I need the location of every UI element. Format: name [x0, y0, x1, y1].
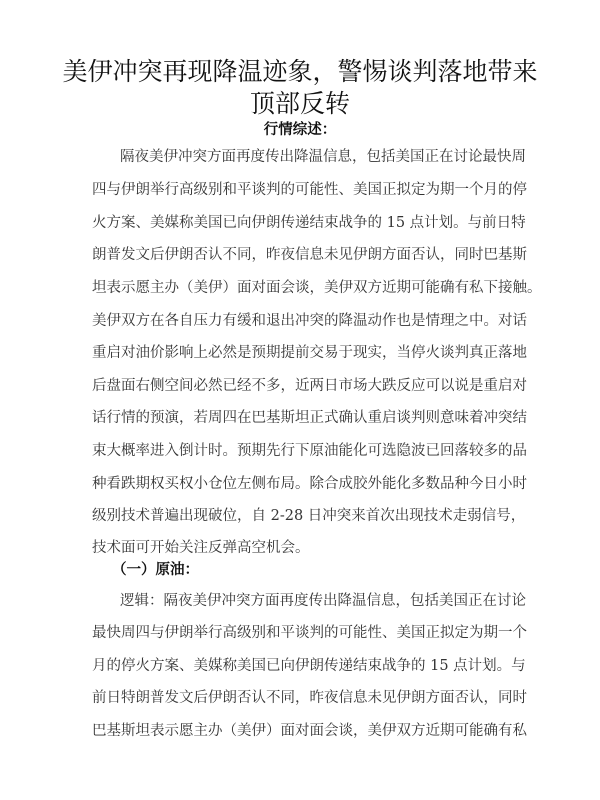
text-line: 后盘面右侧空间必然已经不多，近两日市场大跌反应可以说是重启对 — [92, 378, 527, 394]
document-title-line-1: 美伊冲突再现降温迹象，警惕谈判落地带来 — [62, 57, 538, 86]
text-line: 束大概率进入倒计时。预期先行下原油能化可选隐波已回落较多的品 — [92, 443, 527, 459]
text-line: 四与伊朗举行高级别和平谈判的可能性、美国正拟定为期一个月的停 — [92, 182, 527, 198]
text-line: 火方案、美媒称美国已向伊朗传递结束战争的 15 点计划。与前日特 — [92, 215, 526, 231]
text-line: 技术面可开始关注反弹高空机会。 — [92, 540, 310, 556]
text-line: 坦表示愿主办（美伊）面对面会谈，美伊双方近期可能确有私下接触。 — [92, 280, 542, 296]
summary-heading: 行情综述： — [263, 122, 337, 138]
text-line: 巴基斯坦表示愿主办（美伊）面对面会谈，美伊双方近期可能确有私 — [92, 723, 527, 739]
text-line: 月的停火方案、美媒称美国已向伊朗传递结束战争的 15 点计划。与 — [92, 658, 526, 674]
text-line: 逻辑：隔夜美伊冲突方面再度传出降温信息，包括美国正在讨论 — [120, 593, 526, 609]
section-crude-oil-heading: （一）原油： — [112, 562, 199, 578]
text-line: 话行情的预演，若周四在巴基斯坦正式确认重启谈判则意味着冲突结 — [92, 410, 527, 426]
text-line: 美伊双方在各自压力有缓和退出冲突的降温动作也是情理之中。对话 — [92, 313, 527, 329]
text-line: 朗普发文后伊朗否认不同，昨夜信息未见伊朗方面否认，同时巴基斯 — [92, 247, 527, 263]
text-line: 最快周四与伊朗举行高级别和平谈判的可能性、美国正拟定为期一个 — [92, 625, 527, 641]
text-line: 种看跌期权买权小仓位左侧布局。除合成胶外能化多数品种今日小时 — [92, 476, 527, 492]
text-line: 重启对油价影响上必然是预期提前交易于现实，当停火谈判真正落地 — [92, 345, 527, 361]
text-line: 隔夜美伊冲突方面再度传出降温信息，包括美国正在讨论最快周 — [120, 149, 526, 165]
document-title-line-2: 顶部反转 — [249, 89, 350, 118]
text-line: 前日特朗普发文后伊朗否认不同，昨夜信息未见伊朗方面否认，同时 — [92, 690, 527, 706]
text-line: 级别技术普遍出现破位，自 2-28 日冲突来首次出现技术走弱信号， — [92, 508, 526, 524]
